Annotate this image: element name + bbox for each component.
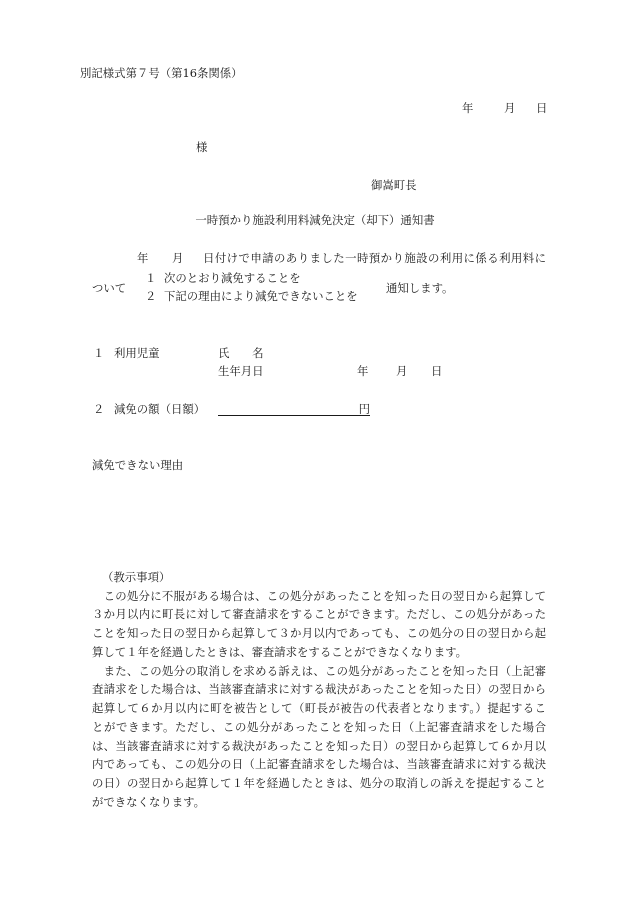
instructions-line: ３か月以内に町長に対して審査請求をすることができます。ただし、この処分があった [92, 607, 546, 622]
notify-text: 通知します。 [386, 281, 454, 295]
birthdate-year-label: 年 [357, 364, 369, 378]
instructions-line: また、この処分の取消しを求める訴えは、この処分があったことを知った日（上記審 [103, 663, 546, 678]
form-number: 別記様式第７号（第16条関係） [80, 66, 243, 80]
option-1-text: 次のとおり減免することを [164, 271, 301, 285]
item-1-label: 利用児童 [114, 346, 160, 360]
birthdate-month-label: 月 [396, 364, 408, 378]
application-year-label: 年 [137, 251, 149, 265]
option-1-number: １ [145, 271, 157, 285]
instructions-heading: （教示事項） [102, 570, 171, 584]
option-2-text: 下記の理由により減免できないことを [164, 289, 358, 303]
amount-unit: 円 [358, 402, 370, 416]
item-2-number: ２ [93, 402, 105, 416]
instructions-line: ができなくなります。 [92, 794, 205, 809]
instructions-line: 査請求をした場合は、当該審査請求に対する裁決があったことを知った日）の翌日から [92, 682, 546, 697]
instructions-line: は、当該審査請求に対する裁決があったことを知った日）の翌日から起算して６か月以 [92, 738, 546, 753]
application-sentence: 日付けで申請のありました一時預かり施設の利用に係る利用料に [203, 251, 546, 265]
sentence-continuation: ついて [92, 281, 127, 295]
instructions-line: 算して１年を経過したときは、審査請求をすることができなくなります。 [92, 644, 467, 659]
instructions-line: 内であっても、この処分の日（上記審査請求をした場合は、当該審査請求に対する裁決 [92, 757, 546, 772]
instructions-line: の日）の翌日から起算して１年を経過したときは、処分の取消しの訴えを提起すること [92, 776, 546, 791]
instructions-line: ことを知った日の翌日から起算して３か月以内であっても、この処分の日の翌日から起 [92, 626, 546, 641]
child-name-label: 氏 名 [218, 346, 264, 360]
instructions-line: 起算して６か月以内に町を被告として（町長が被告の代表者となります。）提起するこ [92, 701, 546, 716]
child-birthdate-label: 生年月日 [218, 364, 264, 378]
instructions-line: とができます。ただし、この処分があったことを知った日（上記審査請求をした場合 [92, 719, 546, 734]
recipient-suffix: 様 [196, 140, 208, 154]
option-2-number: ２ [145, 289, 157, 303]
item-2-label: 減免の額（日額） [114, 402, 206, 416]
issuer-name: 御嵩町長 [371, 178, 417, 192]
application-month-label: 月 [172, 251, 184, 265]
document-title: 一時預かり施設利用料減免決定（却下）通知書 [195, 213, 435, 227]
rejection-reason-label: 減免できない理由 [92, 458, 184, 472]
issue-date-month-label: 月 [504, 101, 516, 115]
issue-date-year-label: 年 [462, 101, 474, 115]
instructions-line: この処分に不服がある場合は、この処分があったことを知った日の翌日から起算して [103, 588, 546, 603]
birthdate-day-label: 日 [431, 364, 443, 378]
instructions-body [92, 587, 546, 812]
amount-underline-field [218, 402, 370, 416]
item-1-number: １ [93, 346, 105, 360]
issue-date-day-label: 日 [536, 101, 548, 115]
